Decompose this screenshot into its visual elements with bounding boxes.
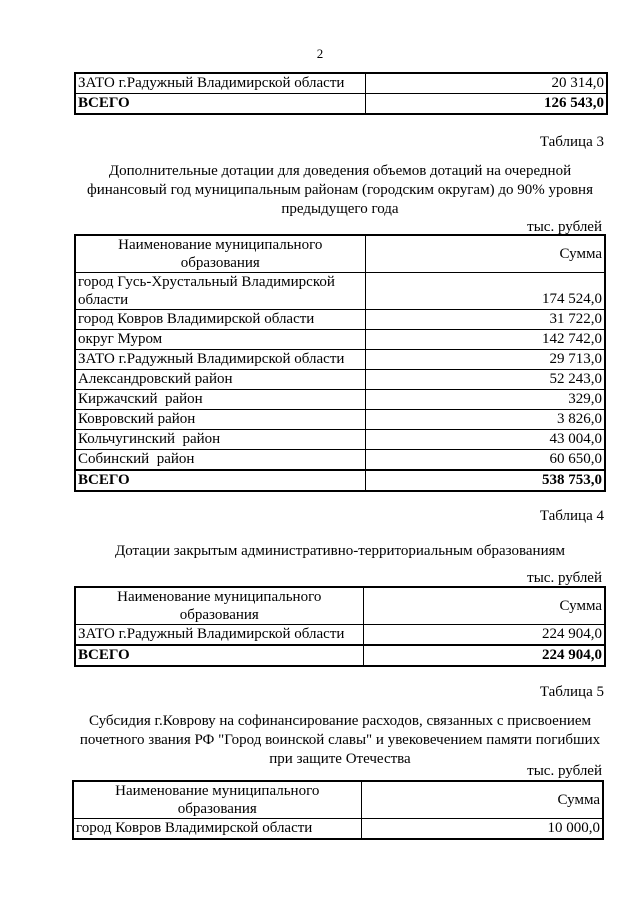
table-row [75, 73, 607, 94]
table-row [75, 330, 605, 350]
table-row [73, 819, 603, 840]
row-amount: 10 000,0 [361, 819, 603, 840]
row-name: город Ковров Владимирской области [75, 310, 365, 330]
table-header [75, 587, 605, 625]
table-row [75, 430, 605, 450]
total-row [75, 470, 605, 491]
row-amount: 224 904,0 [363, 625, 605, 646]
header-name-line: образования [180, 255, 260, 271]
table-header [75, 235, 605, 273]
table-row [75, 370, 605, 390]
table3 [74, 234, 606, 492]
row-amount: 31 722,0 [365, 310, 605, 330]
continuation-table [74, 72, 608, 115]
row-name: округ Муром [75, 330, 365, 350]
row-name: Ковровский район [75, 410, 365, 430]
row-amount: 329,0 [365, 390, 605, 410]
row-name: Киржачский район [75, 390, 365, 410]
header-name-line: образования [177, 801, 257, 817]
header-name [73, 781, 361, 819]
row-amount: 20 314,0 [365, 73, 607, 94]
row-name: город Ковров Владимирской области [73, 819, 361, 840]
table5-label: Таблица 5 [539, 684, 604, 700]
table3-title [60, 162, 620, 219]
page-number: 2 [316, 46, 324, 61]
row-name: ЗАТО г.Радужный Владимирской области [75, 350, 365, 370]
table-row [75, 390, 605, 410]
header-sum: Сумма [365, 235, 605, 273]
row-amount: 43 004,0 [365, 430, 605, 450]
row-amount: 142 742,0 [365, 330, 605, 350]
table4-title: Дотации закрытым административно-территориальным образованиям [114, 543, 565, 559]
table5-title-line: Субсидия г.Коврову на софинансирование расходов, связанных с присвоением [88, 713, 592, 729]
table5-title-line: при защите Отечества [269, 751, 411, 767]
total-label: ВСЕГО [75, 470, 365, 491]
header-name-line: образования [179, 607, 259, 623]
table3-units: тыс. рублей [527, 219, 602, 235]
row-amount: 60 650,0 [365, 450, 605, 471]
table5 [72, 780, 604, 840]
total-amount: 224 904,0 [363, 645, 605, 666]
total-row [75, 94, 607, 115]
row-name: Собинский район [75, 450, 365, 471]
table4-label: Таблица 4 [539, 508, 604, 524]
row-name [75, 273, 365, 310]
table-row [75, 273, 605, 310]
header-name [75, 235, 365, 273]
row-amount: 52 243,0 [365, 370, 605, 390]
row-name-line: области [78, 292, 129, 308]
header-name-line: Наименование муниципального [118, 237, 323, 253]
row-amount: 174 524,0 [365, 273, 605, 310]
row-name: Кольчугинский район [75, 430, 365, 450]
row-name: Александровский район [75, 370, 365, 390]
table5-title [60, 712, 620, 769]
row-amount: 3 826,0 [365, 410, 605, 430]
table-row [75, 310, 605, 330]
row-name: ЗАТО г.Радужный Владимирской области [75, 73, 365, 94]
table-row [75, 410, 605, 430]
header-name-line: Наименование муниципального [117, 589, 322, 605]
table3-title-line: Дополнительные дотации для доведения объемов дотаций на очередной [108, 163, 572, 179]
table-row [75, 450, 605, 471]
table-row [75, 625, 605, 646]
table3-title-line: предыдущего года [281, 201, 399, 217]
row-name: ЗАТО г.Радужный Владимирской области [75, 625, 363, 646]
total-label: ВСЕГО [75, 645, 363, 666]
table5-title-line: почетного звания РФ "Город воинской славы" и увековечением памяти погибших [79, 732, 601, 748]
table4-units: тыс. рублей [527, 570, 602, 586]
table4 [74, 586, 606, 667]
header-sum: Сумма [361, 781, 603, 819]
row-name-line: город Гусь-Хрустальный Владимирской [78, 274, 335, 290]
table3-title-line: финансовый год муниципальным районам (городским округам) до 90% уровня [87, 182, 593, 198]
row-amount: 29 713,0 [365, 350, 605, 370]
table3-label: Таблица 3 [539, 134, 604, 150]
total-amount: 538 753,0 [365, 470, 605, 491]
table-header [73, 781, 603, 819]
total-amount: 126 543,0 [365, 94, 607, 115]
total-row [75, 645, 605, 666]
table5-units: тыс. рублей [527, 763, 602, 779]
table-row [75, 350, 605, 370]
header-name [75, 587, 363, 625]
header-sum: Сумма [363, 587, 605, 625]
header-name-line: Наименование муниципального [115, 783, 320, 799]
total-label: ВСЕГО [75, 94, 365, 115]
